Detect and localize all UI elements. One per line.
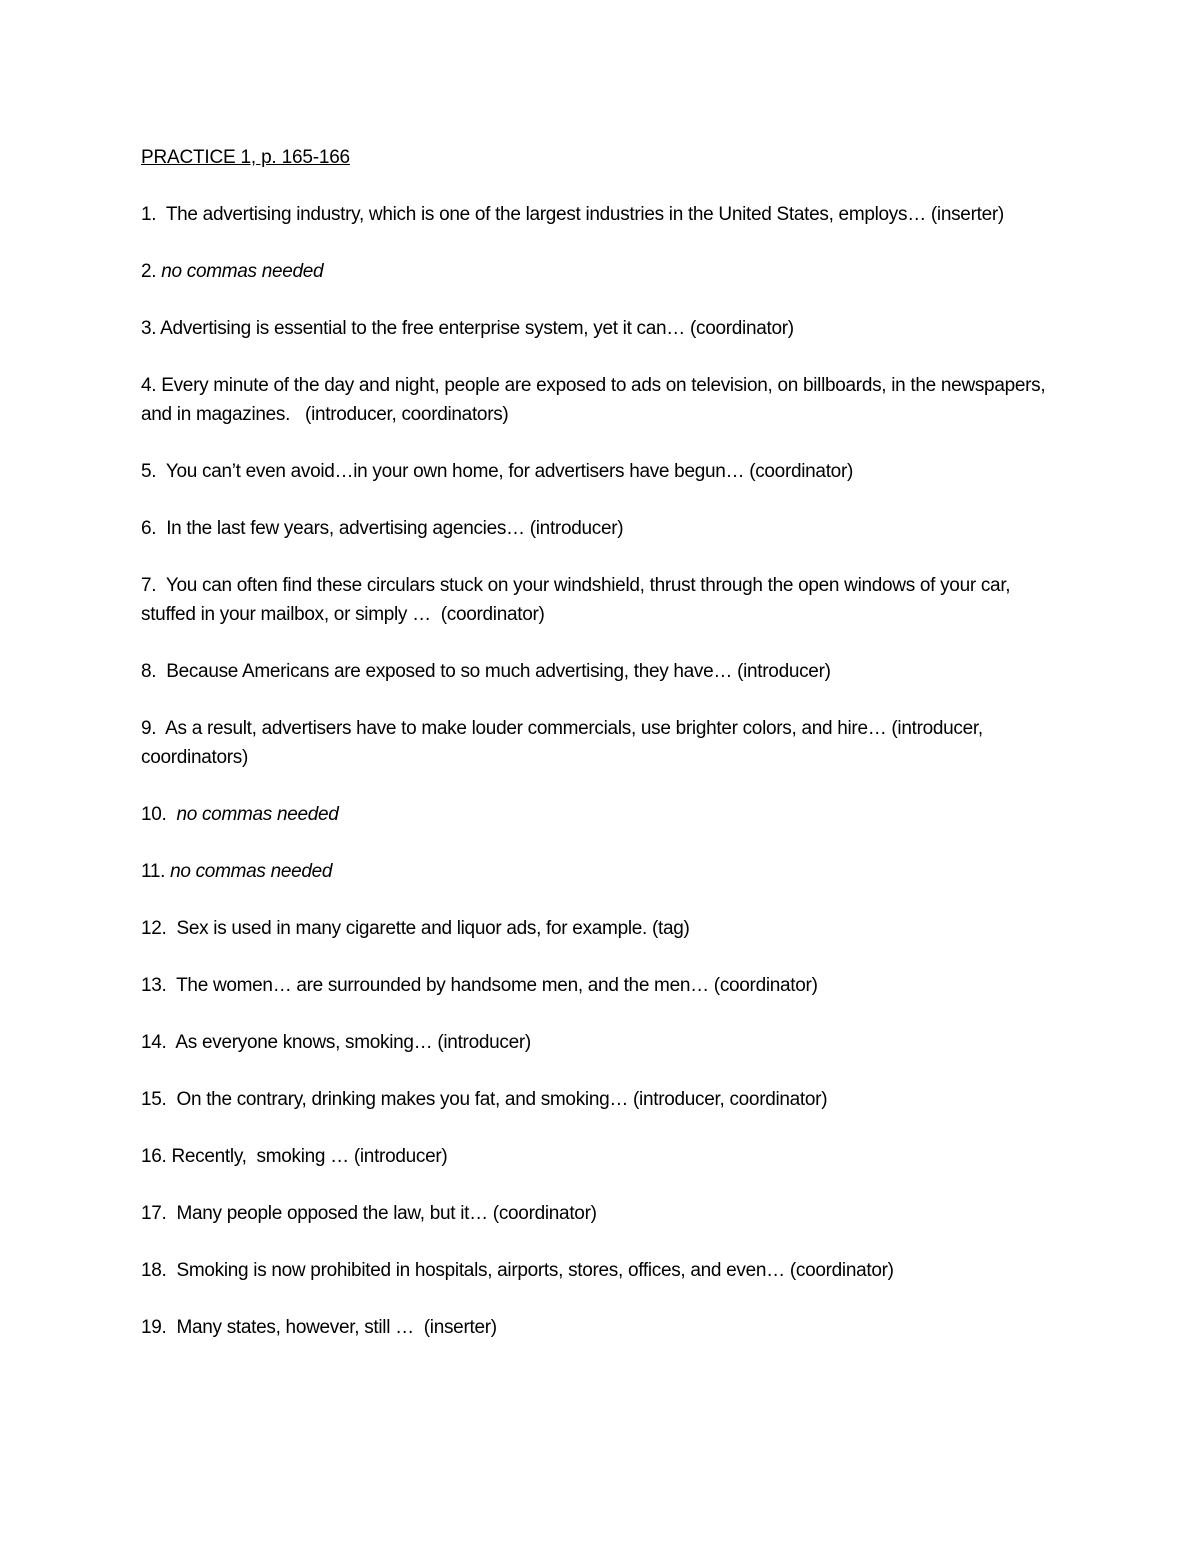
answer-item xyxy=(141,457,1061,486)
answer-item xyxy=(141,571,1061,629)
answer-text: You can’t even avoid…in your own home, for advertisers have begun… (coordinator) xyxy=(156,461,854,482)
answer-number: 7. xyxy=(141,575,157,596)
answer-number: 19. xyxy=(141,1317,167,1338)
answer-number: 17. xyxy=(141,1203,167,1224)
answer-item xyxy=(141,1028,1061,1057)
answer-text: Smoking is now prohibited in hospitals, airports, stores, offices, and even… (coordinator) xyxy=(166,1260,894,1281)
page-title: PRACTICE 1, p. 165-166 xyxy=(141,147,350,168)
document-body xyxy=(141,143,1061,1370)
answer-text: Many people opposed the law, but it… (coordinator) xyxy=(166,1203,597,1224)
answer-item xyxy=(141,857,1061,886)
answer-number: 13. xyxy=(141,975,167,996)
answer-item xyxy=(141,1313,1061,1342)
answer-text: Recently, smoking … (introducer) xyxy=(166,1146,448,1167)
answer-item xyxy=(141,800,1061,829)
answer-text: Because Americans are exposed to so much advertising, they have… (introducer) xyxy=(156,661,831,682)
answer-item xyxy=(141,314,1061,343)
answer-item xyxy=(141,971,1061,1000)
answer-item xyxy=(141,1142,1061,1171)
answer-item xyxy=(141,514,1061,543)
answer-number: 16. xyxy=(141,1146,167,1167)
answer-text: Every minute of the day and night, people are exposed to ads on television, on billboards, in the newspapers, and in magazines. (introducer, coordinators) xyxy=(141,375,1051,425)
answer-text: Advertising is essential to the free enterprise system, yet it can… (coordinator) xyxy=(156,318,794,339)
answer-number: 14. xyxy=(141,1032,167,1053)
answer-number: 4. xyxy=(141,375,157,396)
answer-number: 10. xyxy=(141,804,167,825)
answer-number: 12. xyxy=(141,918,167,939)
answer-item xyxy=(141,1256,1061,1285)
answer-number: 2. xyxy=(141,261,157,282)
answer-note: no commas needed xyxy=(156,261,324,282)
answer-number: 11. xyxy=(141,861,166,882)
answer-number: 15. xyxy=(141,1089,167,1110)
answer-text: The advertising industry, which is one of the largest industries in the United States, employs… (inserter) xyxy=(156,204,1004,225)
answer-text: On the contrary, drinking makes you fat, and smoking… (introducer, coordinator) xyxy=(166,1089,828,1110)
answer-item xyxy=(141,257,1061,286)
answer-text: As a result, advertisers have to make louder commercials, use brighter colors, and hire… (introducer, coordinators) xyxy=(141,718,988,768)
answer-number: 9. xyxy=(141,718,157,739)
answer-number: 3. xyxy=(141,318,157,339)
answer-number: 1. xyxy=(141,204,157,225)
answer-text: You can often find these circulars stuck on your windshield, thrust through the open windows of your car, stuffed in your mailbox, or simply … (coordinator) xyxy=(141,575,1016,625)
answer-number: 6. xyxy=(141,518,157,539)
answer-item xyxy=(141,657,1061,686)
answer-list xyxy=(141,200,1061,1342)
answer-text: Sex is used in many cigarette and liquor ads, for example. (tag) xyxy=(166,918,690,939)
answer-note: no commas needed xyxy=(165,861,333,882)
answer-number: 18. xyxy=(141,1260,167,1281)
answer-item xyxy=(141,914,1061,943)
answer-number: 8. xyxy=(141,661,157,682)
answer-note: no commas needed xyxy=(166,804,339,825)
answer-item xyxy=(141,714,1061,772)
answer-item xyxy=(141,200,1061,229)
answer-text: As everyone knows, smoking… (introducer) xyxy=(166,1032,531,1053)
answer-item xyxy=(141,1199,1061,1228)
answer-item xyxy=(141,1085,1061,1114)
answer-text: Many states, however, still … (inserter) xyxy=(166,1317,497,1338)
answer-item xyxy=(141,371,1061,429)
answer-text: The women… are surrounded by handsome men, and the men… (coordinator) xyxy=(166,975,818,996)
answer-text: In the last few years, advertising agencies… (introducer) xyxy=(156,518,624,539)
answer-number: 5. xyxy=(141,461,157,482)
